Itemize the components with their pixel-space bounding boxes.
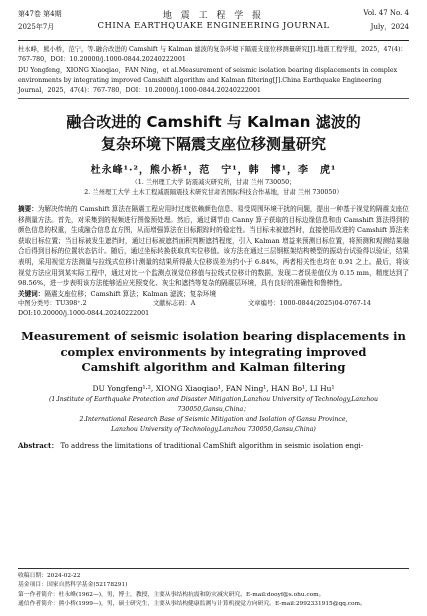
citation-en: DU Yongfeng，XIONG Xiaoqiao，FAN Ning，et al.Measurement of seismic isolation bearing displacements in complex environments by integrating improved Camshift algorithm and Kalman filtering[J].China Earthquake Engineering Journal，2025，47(4)：767-780，DOI：10.20000/j.1000-0844.20240222001: [18, 67, 398, 94]
journal-name-cn: 地 震 工 程 学 报: [162, 11, 265, 21]
title-en-line-3: Camshift algorithm and Kalman filtering: [81, 360, 346, 375]
abstract-en-label: Abstract：: [18, 440, 59, 450]
header-date-cn: 2025年7月: [18, 23, 55, 31]
abstract-en-text: To address the limitations of traditional CamShift algorithm in seismic isolation engi-: [60, 441, 364, 450]
received-date: 收稿日期：2024-02-22: [18, 572, 81, 579]
journal-header: [18, 0, 409, 41]
title-cn-line-1: 融合改进的 Camshift 与 Kalman 滤波的: [66, 113, 361, 131]
authors-en: DU Yongfeng¹·², XIONG Xiaoqiao¹, FAN Ning¹, HAN Bo¹, LI Hu¹: [92, 383, 335, 393]
title-en-line-1: Measurement of seismic isolation bearing displacements in: [21, 329, 406, 344]
affiliations-en: [18, 395, 409, 435]
affiliation-en-3: Lanzhou University of Technology,Lanzhou 730050,Gansu,China): [111, 425, 316, 433]
article-number: 文章编号：1000-0844(2025)04-0767-14: [248, 300, 371, 308]
paper-title-cn: [18, 111, 409, 155]
title-cn-line-2: 复杂环境下隔震支座位移测量研究: [100, 135, 326, 153]
title-en-line-2: complex environments by integrating improved: [60, 344, 367, 359]
corresponding-author-bio: 通信作者简介：熊小桥(1999—)，男，硕士研究生，主要从事结构健康监测与计算机视觉方向研究。E-mail:2992331915@qq.com。: [18, 601, 366, 608]
document-code: 文献标志码：A: [153, 300, 196, 308]
affiliation-cn-2: 2. 兰州理工大学 土木工程减震隔震技术研究甘肃省国际科技合作基地，甘肃 兰州 730050）: [84, 189, 343, 196]
authors-cn: 杜永峰¹·²，熊小桥¹，范 宁¹，韩 博¹，李 虎¹: [90, 165, 337, 176]
paper-title-en: [18, 329, 409, 376]
first-author-bio: 第一作者简介：杜永峰(1962—)，男，博士，教授，主要从事结构抗震和防灾减灾研究。E-mail:dooyf@s.ohu.com。: [18, 591, 325, 598]
affiliation-en-2: 2.International Research Base of Seismic Mitigation and Isolation of Gansu Province,: [79, 415, 348, 423]
doi: DOI:10.20000/j.1000-0844.20240222001: [18, 310, 150, 318]
classification-meta: [18, 299, 409, 309]
header-volume-en: Vol. 47 No. 4: [363, 9, 409, 17]
abstract-cn-label: 摘要：: [18, 205, 38, 213]
citation-cn: 杜永峰，熊小桥，范宁，等.融合改进的 Camshift 与 Kalman 滤波的复杂环境下隔震支座位移测量研究[J].地震工程学报，2025，47(4)：767-780，DOI：10.20000/j.1000-0844.20240222001: [18, 46, 407, 63]
abstract-cn-text: 为解决传统的 Camshift 算法在隔震工程应用时过度依赖颜色信息、易受周围环境干扰的问题，提出一种基于视觉的隔震支座位移测量方法。首先，对采集到的视频进行图像预处理。然后，通过调节由 Canny 算子获取的目标边缘信息和由 Camshift 算法得到的颜色信息的权重，生成融合信息直方图，从而增强算法在目标跟踪时的稳定性。当目标未被遮挡时，直接使用改进的 Camshift 算法来获取目标位置；当目标被发生遮挡时，通过目标被遮挡面积判断遮挡程度，引入 Kalman 增益来预测目标位置，将预测和观测结果融合后得到目标的位置状态估计。随后，通过坐标转换获取真实位移值。该方法在通过三层钢框架结构模型的振动台试验得以验证，结果表明，采用视觉方法测量与拉线式位移计测量的结果所得最大位移误差为约小于 6.84%，两者相关性也均在 0.91 之上。最后，将该视觉方法应用到某实际工程中，通过对比一个监测点视觉位移值与拉线式位移计的数据，发现二者误差值仅为 0.15 mm，精度达到了 98.56%，进一步表明该方法能够适应光照变化、灰尘和遮挡等复杂的隔震层环境，具有良好的准确性和鲁棒性。: [18, 205, 410, 288]
header-volume-cn: 第47卷 第4期: [18, 10, 62, 18]
journal-name-en: CHINA EARTHQUAKE ENGINEERING JOURNAL: [97, 21, 330, 31]
keywords-text: 隔震支座位移；Camshift 算法；Kalman 滤波；复杂环境: [44, 289, 217, 298]
affiliation-en-1: (1.Institute of Earthquake Protection and Disaster Mitigation,Lanzhou University of Technology,Lanzhou 730050,Gansu,China；: [48, 395, 379, 413]
footnotes: [18, 568, 409, 610]
citation-divider: [18, 98, 409, 99]
abstract-en: [18, 441, 409, 451]
fund-project: 基金项目：国家自然科学基金(52178291): [18, 582, 128, 589]
abstract-cn: [18, 204, 409, 289]
header-date-en: July，2024: [370, 23, 409, 31]
keywords-cn: [18, 289, 409, 300]
affiliations-cn: [18, 178, 409, 198]
clc-number: 中图分类号：TU398⁺.2: [18, 300, 87, 308]
affiliation-cn-1: （1. 兰州理工大学 防震减灾研究所，甘肃 兰州 730050；: [131, 179, 296, 186]
keywords-label: 关键词：: [18, 289, 45, 298]
